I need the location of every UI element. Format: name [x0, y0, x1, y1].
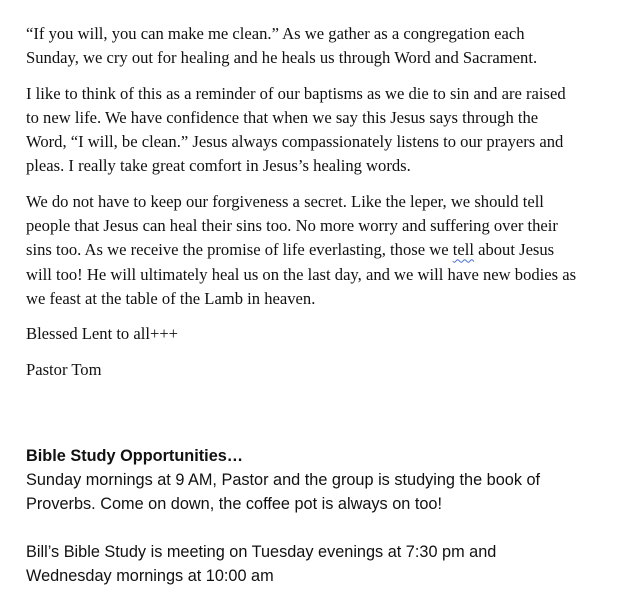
closing-line: Blessed Lent to all+++	[26, 324, 179, 344]
bill-study-line: Bill’s Bible Study is meeting on Tuesday evenings at 7:30 pm and	[26, 543, 497, 561]
text-line: Sunday, we cry out for healing and he heals us through Word and Sacrament.	[26, 48, 538, 68]
sunday-study-line: Sunday mornings at 9 AM, Pastor and the group is studying the book of	[26, 471, 541, 489]
text-line: pleas. I really take great comfort in Jesus’s healing words.	[26, 156, 411, 176]
text-line: we feast at the table of the Lamb in heaven.	[26, 288, 316, 308]
text-line: We do not have to keep our forgiveness a secret. Like the leper, we should tell	[26, 191, 544, 211]
bill-study-line: Wednesday mornings at 10:00 am	[26, 567, 274, 585]
text-line: I like to think of this as a reminder of our baptisms as we die to sin and are raised	[26, 83, 566, 103]
text-line: Word, “I will, be clean.” Jesus always compassionately listens to our prayers and	[26, 132, 564, 152]
paragraph-clean	[26, 22, 626, 71]
spacer	[26, 516, 626, 540]
text-line: people that Jesus can heal their sins too. No more worry and suffering over their	[26, 216, 558, 236]
text-segment: sins too. As we receive the promise of life everlasting, those we	[26, 240, 449, 260]
bible-study-section	[26, 444, 626, 588]
section-heading: Bible Study Opportunities…	[26, 447, 244, 465]
letter-body	[26, 22, 626, 393]
sunday-study-line: Proverbs. Come on down, the coffee pot is always on too!	[26, 495, 443, 513]
paragraph-forgiveness	[26, 190, 626, 311]
text-line	[26, 238, 626, 262]
spellcheck-flagged-word: tell	[452, 240, 474, 260]
signature: Pastor Tom	[26, 359, 102, 379]
text-line: to new life. We have confidence that when we say this Jesus says through the	[26, 107, 539, 127]
text-segment: about Jesus	[478, 240, 555, 260]
text-line: will too! He will ultimately heal us on the last day, and we will have new bodies as	[26, 264, 577, 284]
text-line: “If you will, you can make me clean.” As we gather as a congregation each	[26, 24, 525, 43]
paragraph-baptism	[26, 82, 626, 179]
